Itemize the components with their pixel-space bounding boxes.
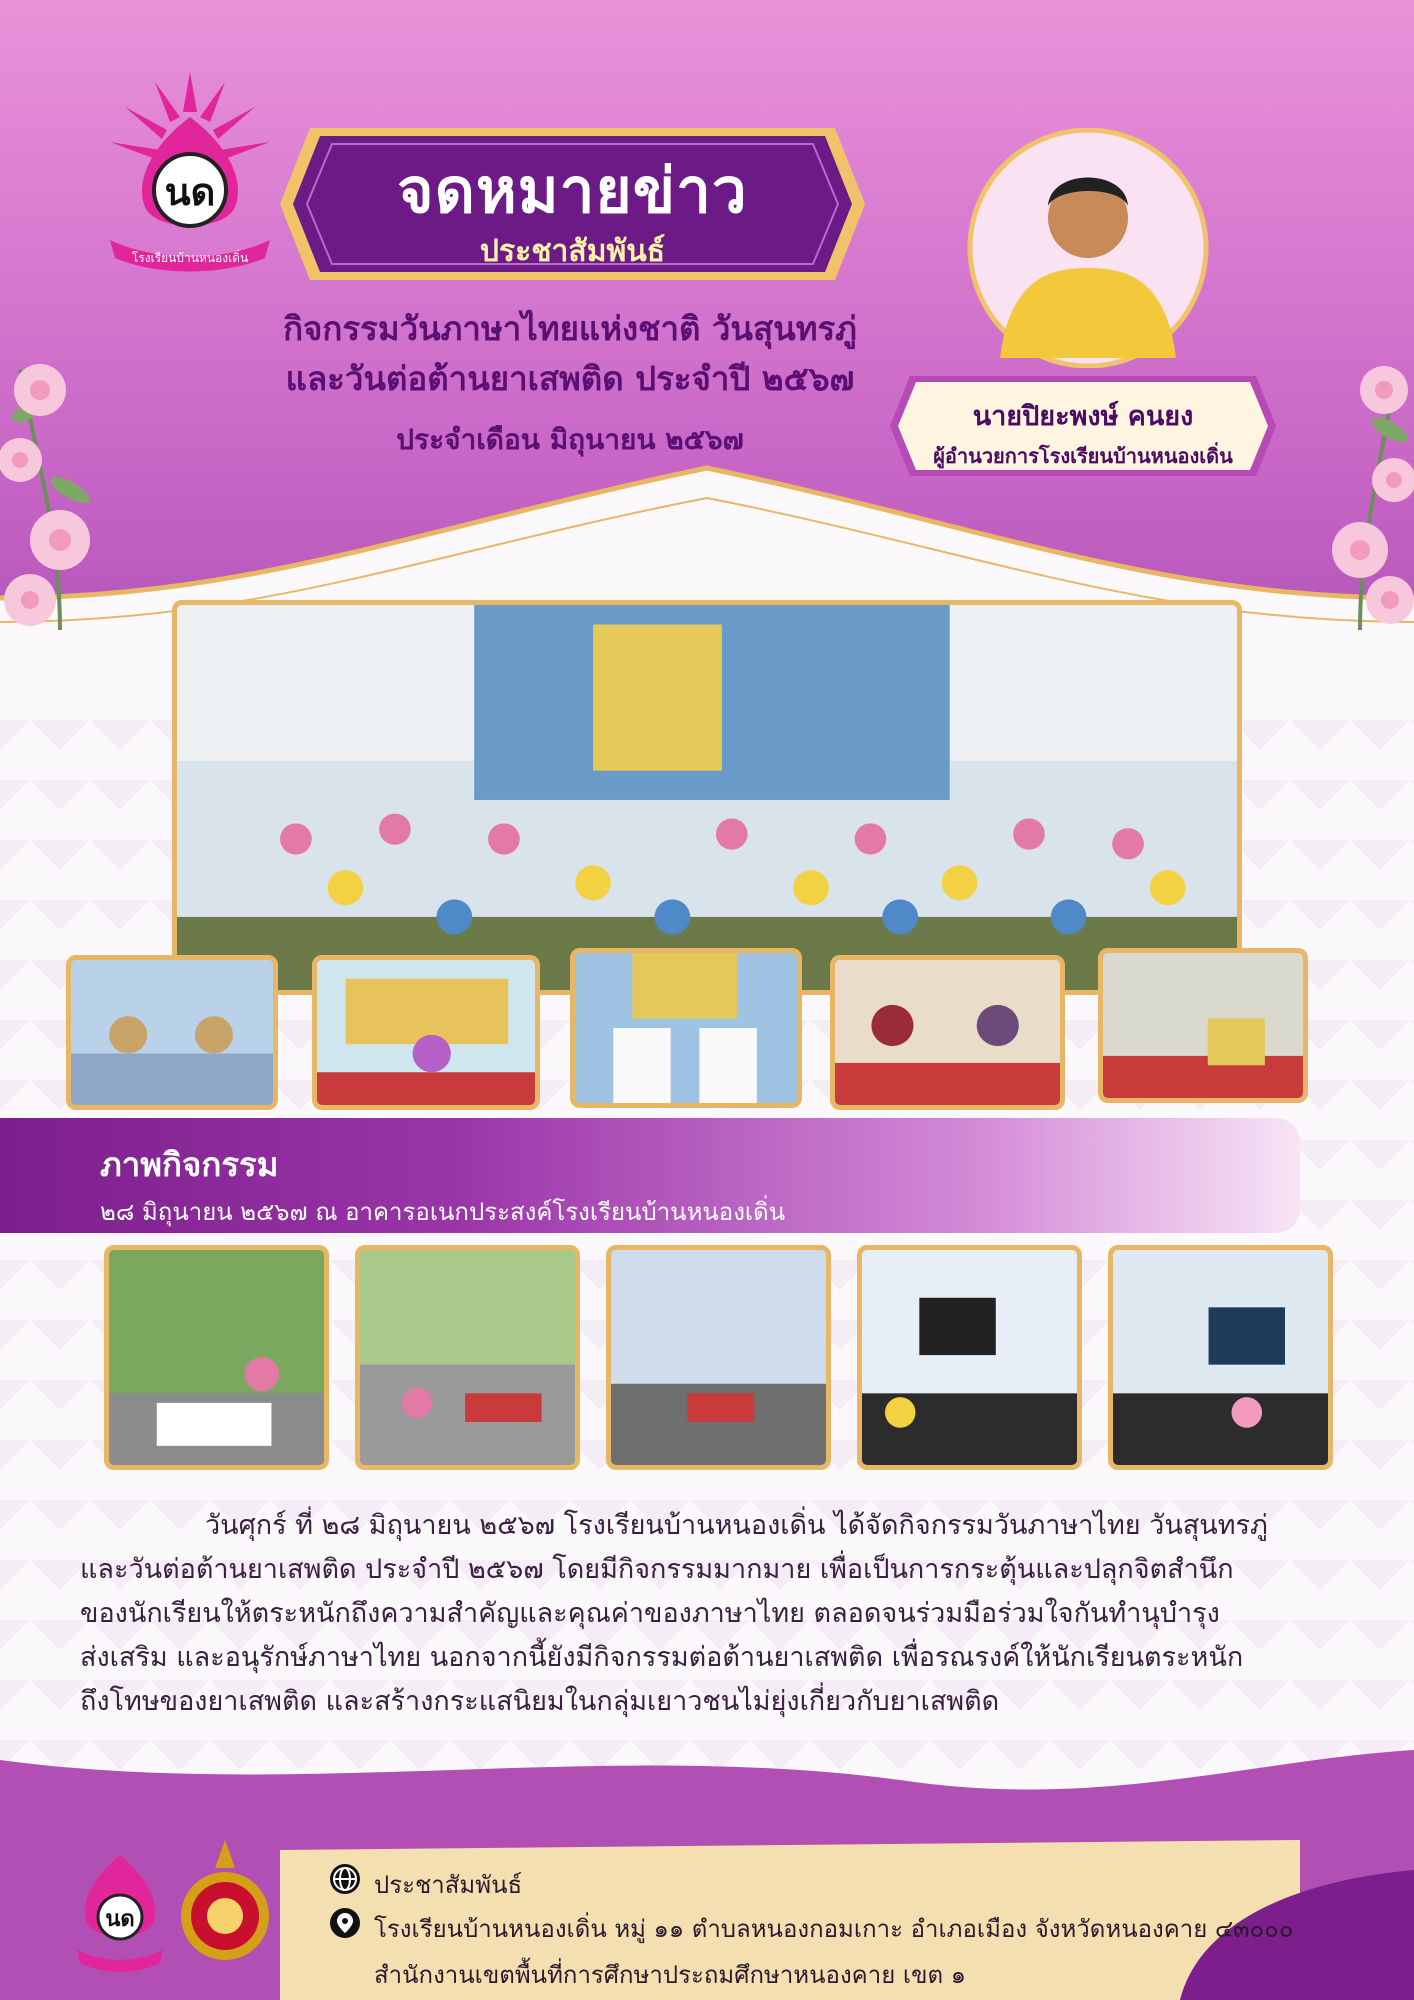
location-pin-icon xyxy=(328,1906,362,1940)
svg-text:นด: นด xyxy=(164,170,216,214)
left-flower-decoration xyxy=(0,290,130,630)
photo-row1-4 xyxy=(830,955,1065,1110)
photo-row2-3 xyxy=(606,1245,831,1470)
photo-row2-5 xyxy=(1108,1245,1333,1470)
footer-address: โรงเรียนบ้านหนองเดิ่น หมู่ ๑๑ ตำบลหนองกอมเกาะ อำเภอเมือง จังหวัดหนองคาย ๔๓๐๐๐ xyxy=(374,1915,1294,1943)
body-line-4: ส่งเสริม และอนุรักษ์ภาษาไทย นอกจากนี้ยังมีกิจกรรมต่อต้านยาเสพติด เพื่อรณรงค์ให้นักเรียนตระหนัก xyxy=(80,1642,1244,1673)
svg-text:โรงเรียนบ้านหนองเดิ่น: โรงเรียนบ้านหนองเดิ่น xyxy=(131,251,249,265)
footer-school-logo xyxy=(75,1845,165,1975)
body-line-1: วันศุกร์ ที่ ๒๘ มิถุนายน ๒๕๖๗ โรงเรียนบ้านหนองเดิ่น ได้จัดกิจกรรมวันภาษาไทย วันสุนทรภู่ xyxy=(205,1510,1268,1541)
svg-text:นด: นด xyxy=(105,1907,135,1932)
director-photo xyxy=(950,128,1226,368)
body-line-5: ถึงโทษของยาเสพติด และสร้างกระแสนิยมในกลุ่มเยาวชนไม่ยุ่งเกี่ยวกับยาเสพติด xyxy=(80,1686,1000,1717)
globe-icon xyxy=(328,1862,362,1896)
footer-pr-label: ประชาสัมพันธ์ xyxy=(374,1871,523,1899)
newsletter-title: จดหมายข่าว xyxy=(397,154,748,227)
photo-row2-4 xyxy=(857,1245,1082,1470)
month-line: ประจำเดือน มิถุนายน ๒๕๖๗ xyxy=(396,423,744,456)
headline-line-1: กิจกรรมวันภาษาไทยแห่งชาติ วันสุนทรภู่ xyxy=(283,309,857,348)
main-group-photo xyxy=(172,600,1242,995)
photo-row1-3 xyxy=(570,948,802,1108)
photo-row1-2 xyxy=(312,955,540,1110)
right-flower-decoration xyxy=(1300,300,1414,630)
body-line-2: และวันต่อต้านยาเสพติด ประจำปี ๒๕๖๗ โดยมีกิจกรรมมากมาย เพื่อเป็นการกระตุ้นและปลุกจิตสำนึก xyxy=(80,1554,1234,1585)
headline-line-2: และวันต่อต้านยาเสพติด ประจำปี ๒๕๖๗ xyxy=(285,359,855,398)
school-logo xyxy=(105,72,275,272)
photo-row2-1 xyxy=(104,1245,329,1470)
activity-subtitle: ๒๘ มิถุนายน ๒๕๖๗ ณ อาคารอเนกประสงค์โรงเรียนบ้านหนองเดิ่น xyxy=(100,1198,786,1226)
footer-office: สำนักงานเขตพื้นที่การศึกษาประถมศึกษาหนองคาย เขต ๑ xyxy=(374,1961,966,1989)
newsletter-subtitle: ประชาสัมพันธ์ xyxy=(479,234,666,269)
photo-row1-1 xyxy=(66,955,278,1110)
body-paragraph xyxy=(80,1504,1330,1724)
activity-title: ภาพกิจกรรม xyxy=(100,1145,279,1184)
footer-obec-emblem xyxy=(175,1838,275,1978)
director-name: นายปิยะพงษ์ คนยง xyxy=(972,401,1194,432)
photo-row2-2 xyxy=(355,1245,580,1470)
body-line-3: ของนักเรียนให้ตระหนักถึงความสำคัญและคุณค่าของภาษาไทย ตลอดจนร่วมมือร่วมใจกันทำนุบำรุง xyxy=(80,1598,1220,1629)
photo-row1-5 xyxy=(1098,948,1308,1103)
director-title: ผู้อำนวยการโรงเรียนบ้านหนองเดิ่น xyxy=(933,444,1233,468)
